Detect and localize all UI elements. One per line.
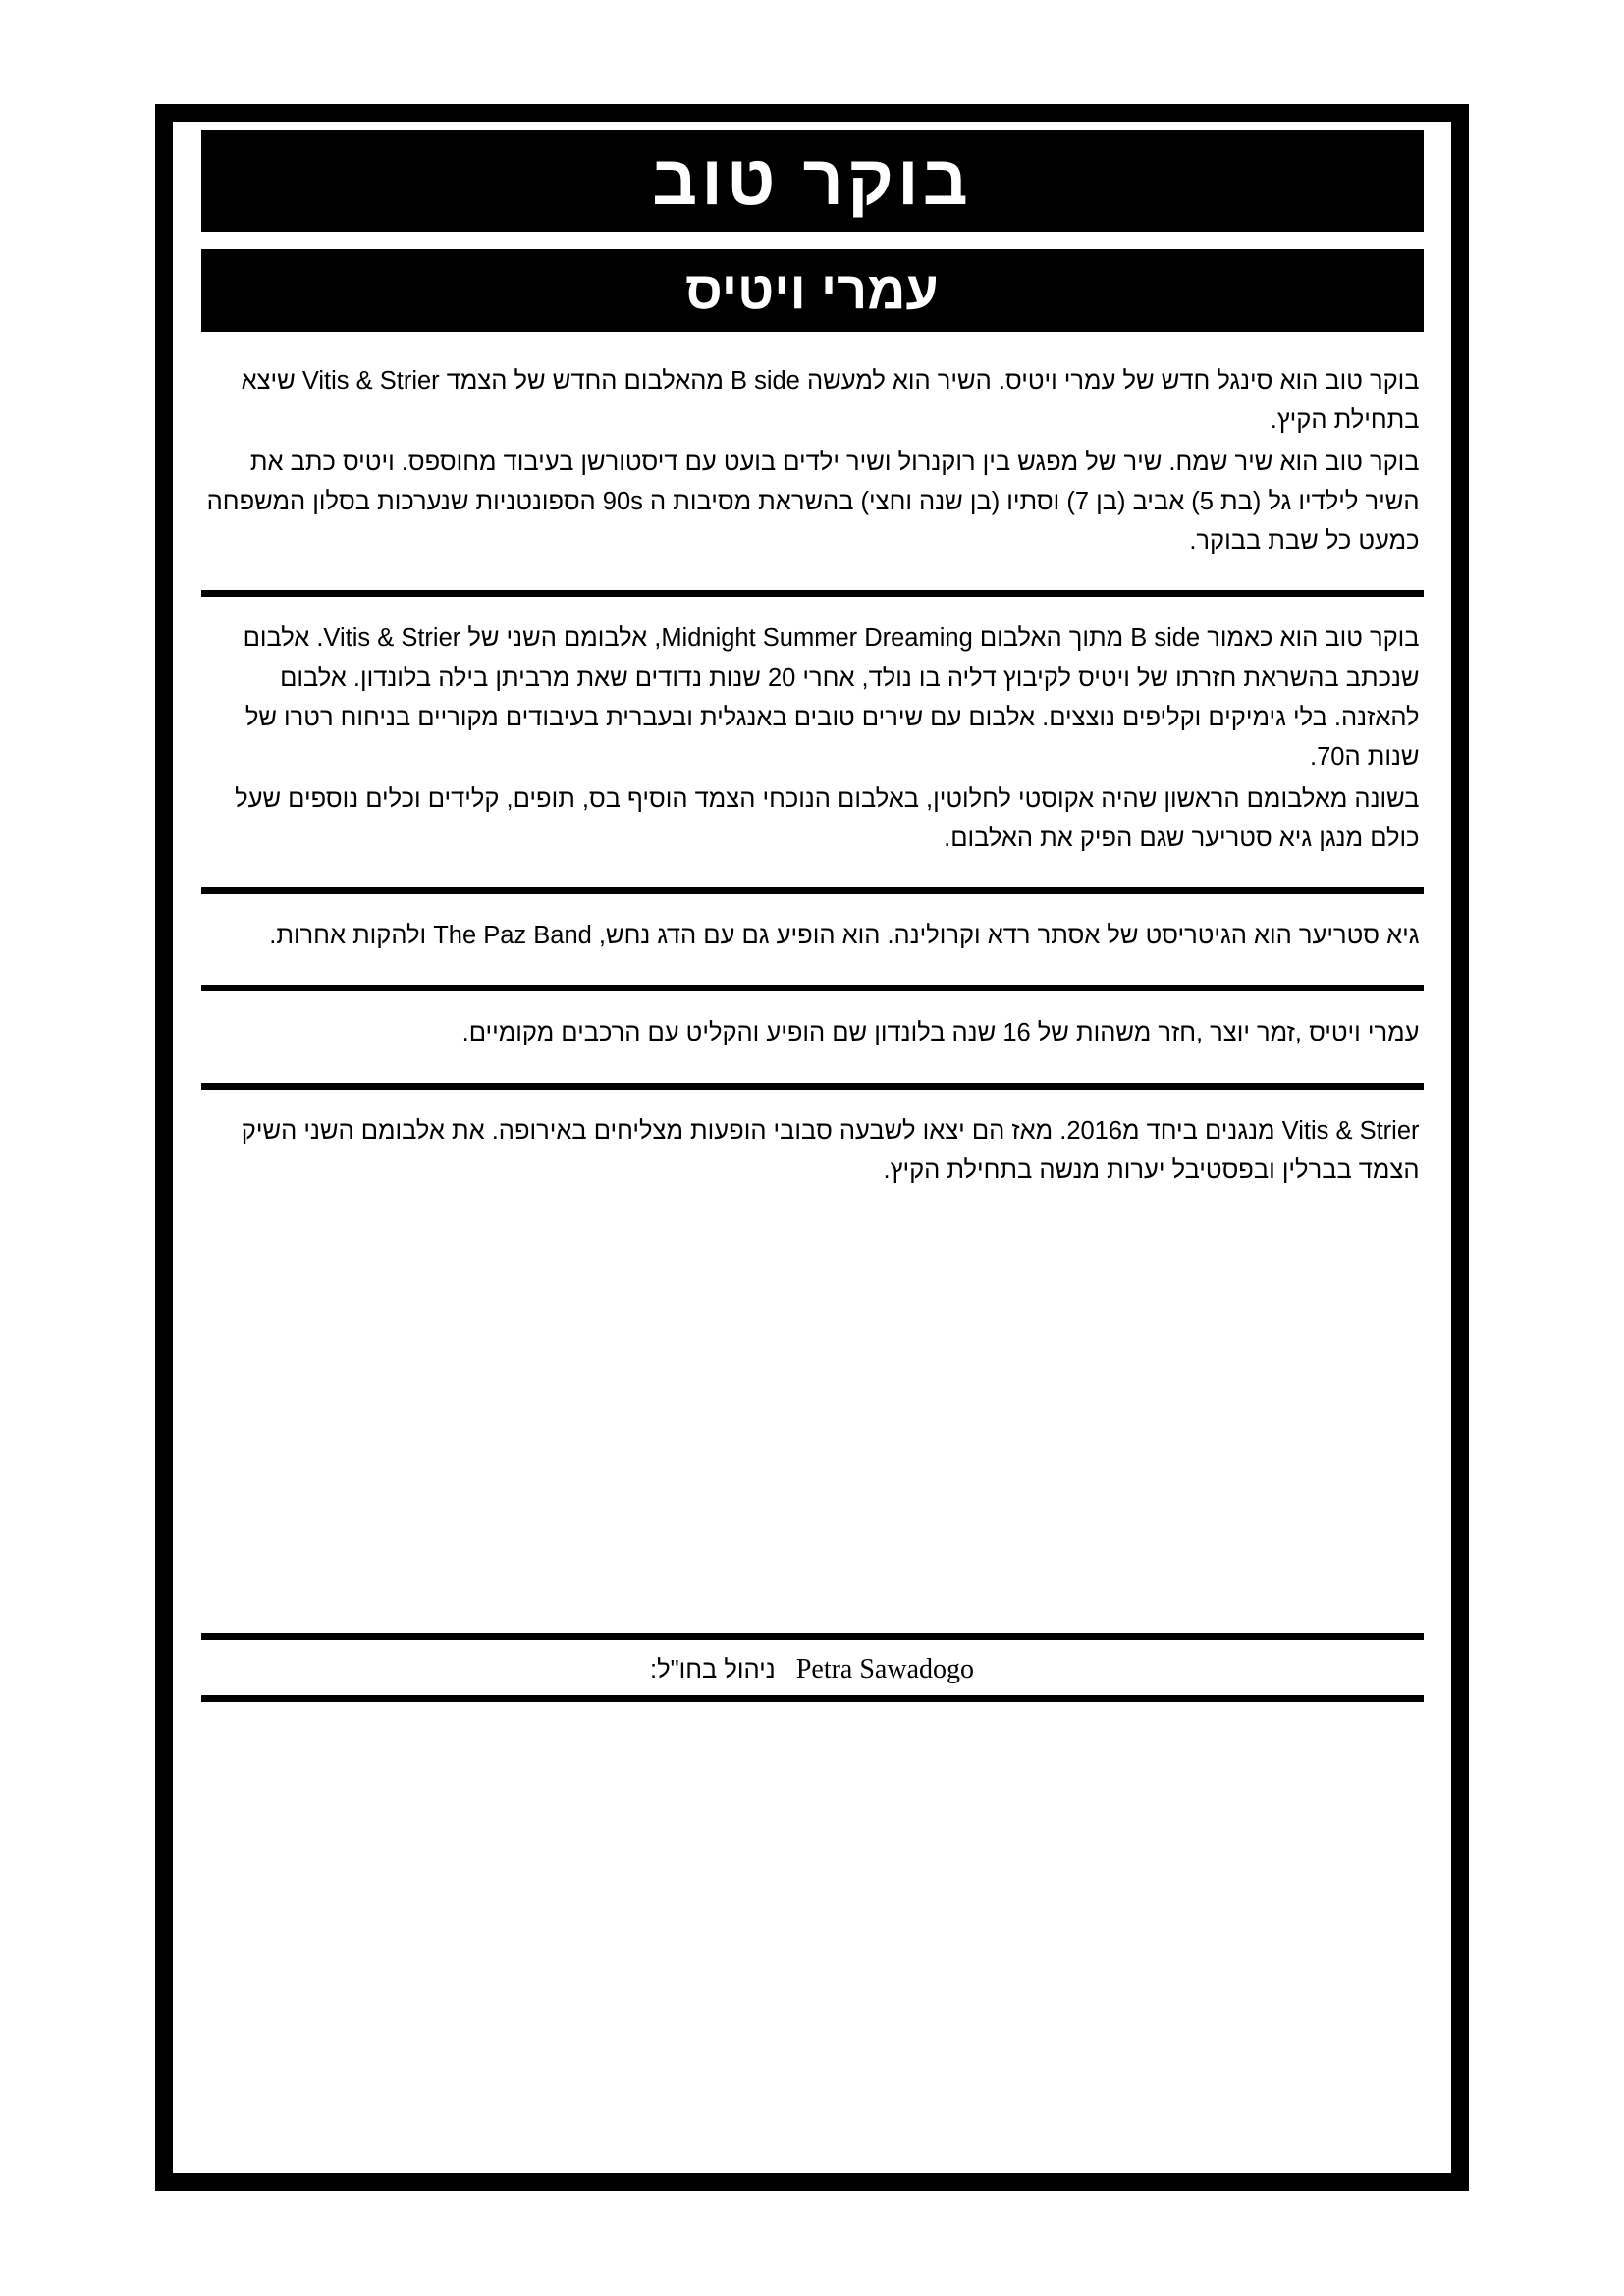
divider-1 [201, 590, 1424, 597]
bio-paragraph: עמרי ויטיס ,זמר יוצר ,חזר משהות של 16 שנה בלונדון שם הופיע והקליט עם הרכבים מקומיים. [461, 1019, 1420, 1047]
section-duo [201, 1111, 1424, 1191]
footer [201, 1633, 1424, 1702]
guitarist-paragraph: גיא סטריער הוא הגיטריסט של אסתר רדא וקרולינה. הוא הופיע גם עם הדג נחש, The Paz Band ולהקות אחרות. [269, 922, 1420, 950]
footer-manager-name: Petra Sawadogo [795, 1654, 974, 1685]
intro-paragraph-2: בוקר טוב הוא שיר שמח. שיר של מפגש בין רוקנרול ושיר ילדים בועט עם דיסטורשן בעיבוד מחוספס. ויטיס כתב את השיר לילדיו גל (בת 5) אביב (בן 7) וסתיו (בן שנה וחצי) בהשראת מסיבות ה 90s הספונטניות שנערכות בסלון המשפחה כמעט כל שבת בבוקר. [206, 448, 1420, 556]
footer-credit [201, 1640, 1424, 1695]
footer-label: ניהול בחו"ל: [649, 1656, 776, 1684]
page-title: בוקר טוב [201, 130, 1424, 232]
duo-paragraph: Vitis & Strier מנגנים ביחד מ2016. מאז הם יצאו לשבעה סבובי הופעות מצליחים באירופה. את אלבומם השני השיק הצמד בברלין ובפסטיבל יערות מנשה בתחילת הקיץ. [241, 1116, 1420, 1184]
poster-content [198, 106, 1426, 1702]
section-intro [201, 361, 1424, 561]
album-paragraph-2: בשונה מאלבומם הראשון שהיה אקוסטי לחלוטין, באלבום הנוכחי הצמד הוסיף בס, תופים, קלידים וכלים נוספים שעל כולם מנגן גיא סטריער שגם הפיק את האלבום. [235, 784, 1420, 852]
divider-3 [201, 985, 1424, 991]
divider-4 [201, 1083, 1424, 1090]
footer-divider-bottom [201, 1695, 1424, 1702]
section-guitarist [201, 916, 1424, 955]
artist-name-banner: עמרי ויטיס [201, 249, 1424, 332]
album-paragraph-1: בוקר טוב הוא כאמור B side מתוך האלבום Midnight Summer Dreaming, אלבומם השני של Vitis & Strier. אלבום שנכתב בהשראת חזרתו של ויטיס לקיבוץ דליה בו נולד, אחרי 20 שנות נדודים שאת מרביתן בילה בלונדון. אלבום להאזנה. בלי גימיקים וקליפים נוצצים. אלבום עם שירים טובים באנגלית ובעברית בעיבודים מקוריים בניחוח רטרו של שנות ה70. [243, 624, 1420, 772]
divider-2 [201, 887, 1424, 894]
section-bio [201, 1013, 1424, 1052]
section-album [201, 618, 1424, 858]
intro-paragraph-1: בוקר טוב הוא סינגל חדש של עמרי ויטיס. השיר הוא למעשה B side מהאלבום החדש של הצמד Vitis & Strier שיצא בתחילת הקיץ. [241, 367, 1420, 435]
bottom-spacer [198, 1192, 1426, 1486]
footer-divider-top [201, 1633, 1424, 1640]
